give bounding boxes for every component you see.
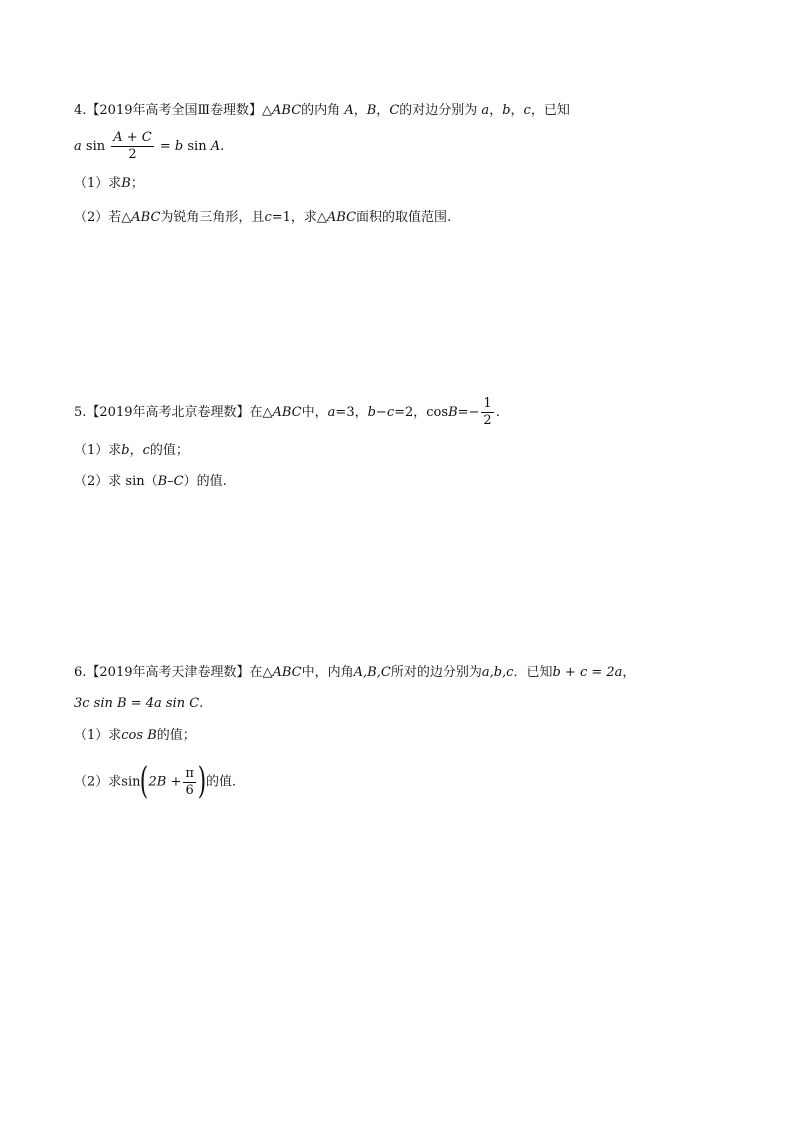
- part-label: （1）求: [74, 176, 122, 191]
- part-label: （1）求: [74, 443, 122, 458]
- part-label: （2）求 sin（: [74, 474, 158, 489]
- part-text: –: [167, 474, 174, 489]
- part-text: =1，求△: [271, 210, 327, 225]
- q4-punct: ，: [353, 103, 367, 118]
- part-text: 的值；: [149, 443, 189, 458]
- part-text: ）的值.: [183, 474, 227, 489]
- eq-func: sin: [183, 139, 211, 154]
- q6-part1: [74, 726, 196, 746]
- part-text: 为锐角三角形，且: [160, 210, 265, 225]
- q6-var: ABC: [272, 665, 302, 680]
- q4-text: 的内角: [301, 103, 341, 118]
- q4-punct: ，: [489, 103, 503, 118]
- q4-text: ，已知: [530, 103, 570, 118]
- triangle-symbol: △: [262, 103, 273, 118]
- fraction-numerator: π: [185, 765, 194, 781]
- part-var: ABC: [326, 210, 357, 225]
- q6-condition-line: [74, 694, 203, 714]
- q4-part2: [74, 208, 451, 228]
- eq-var: a: [74, 139, 82, 154]
- q5-prefix: 5.【2019年高考北京卷理数】在△: [74, 405, 273, 420]
- part-var: c: [142, 443, 150, 458]
- part-var: c: [264, 210, 272, 225]
- part-label: （1）求: [74, 728, 122, 743]
- q4-part1: [74, 174, 144, 194]
- q4-var: b: [502, 103, 511, 118]
- fraction: [481, 396, 493, 429]
- fraction-denominator: 6: [185, 782, 194, 798]
- q4-stem-line: [74, 101, 570, 121]
- part-label: （2）求: [74, 774, 122, 790]
- q5-var: c: [386, 405, 395, 420]
- fraction: [183, 766, 196, 799]
- fraction: [111, 130, 154, 163]
- q5-text: =2，cos: [394, 405, 449, 420]
- q6-text: 所对的边分别为: [390, 665, 482, 680]
- part-text: 的值；: [156, 728, 196, 743]
- q6-part2: [74, 761, 237, 802]
- q5-text: 中，: [301, 405, 328, 420]
- q5-end: .: [495, 405, 500, 420]
- part-var: C: [173, 474, 184, 489]
- part-label: （2）若△: [74, 210, 132, 225]
- q6-end: .: [199, 696, 204, 711]
- q5-text: =3，: [335, 405, 368, 420]
- eq-end: .: [220, 139, 225, 154]
- part-func: sin: [121, 774, 141, 790]
- part-text: ，: [129, 443, 143, 458]
- q4-var: c: [523, 103, 531, 118]
- q5-var: B: [448, 405, 458, 420]
- fraction-numerator: A + C: [113, 130, 152, 145]
- q5-part2: [74, 472, 227, 492]
- part-var: b: [121, 443, 130, 458]
- q5-text: −: [375, 405, 387, 420]
- left-paren: (: [140, 761, 149, 802]
- q4-text: 的对边分别为: [399, 103, 478, 118]
- right-paren: ): [197, 761, 207, 802]
- q6-var: A,B,C: [353, 665, 391, 680]
- q4-prefix: 4.【2019年高考全国Ⅲ卷理数】: [74, 103, 263, 118]
- q5-var: ABC: [272, 405, 302, 420]
- q5-part1: [74, 441, 189, 461]
- eq-equals: =: [155, 139, 175, 154]
- eq-func: sin: [81, 139, 110, 154]
- part-expr: cos B: [121, 728, 157, 743]
- q6-text: 中，内角: [301, 665, 354, 680]
- eq-var: b: [174, 139, 184, 154]
- q5-stem-line: [74, 396, 500, 429]
- q6-var: a,b,c: [481, 665, 514, 680]
- q4-var: C: [389, 103, 400, 118]
- part-text: ；: [130, 176, 144, 191]
- fraction-denominator: 2: [128, 147, 137, 162]
- q4-abc: ABC: [272, 103, 302, 118]
- q6-text: ．已知: [513, 665, 553, 680]
- q5-var: a: [327, 405, 336, 420]
- q4-var: a: [481, 103, 490, 118]
- q6-stem-line: [74, 663, 635, 683]
- fraction-numerator: 1: [483, 396, 492, 411]
- q6-text: ，: [622, 665, 636, 680]
- part-text: 面积的取值范围.: [356, 210, 452, 225]
- q4-punct: ，: [376, 103, 390, 118]
- part-text: 的值.: [205, 774, 237, 790]
- eq-var: A: [210, 139, 221, 154]
- q6-condition: b + c = 2a: [552, 665, 623, 680]
- part-var: B: [121, 176, 131, 191]
- q6-condition2: 3c sin B = 4a sin C: [74, 696, 200, 711]
- q4-var: B: [366, 103, 377, 118]
- part-var: B: [157, 474, 168, 489]
- part-expr: 2B +: [148, 774, 182, 790]
- q4-punct: ，: [510, 103, 524, 118]
- part-var: ABC: [131, 210, 161, 225]
- q6-prefix: 6.【2019年高考天津卷理数】在△: [74, 665, 273, 680]
- fraction-denominator: 2: [483, 413, 492, 428]
- q4-var: A: [344, 103, 354, 118]
- q5-text: =−: [457, 405, 480, 420]
- q4-equation: [74, 130, 224, 163]
- q5-var: b: [367, 405, 376, 420]
